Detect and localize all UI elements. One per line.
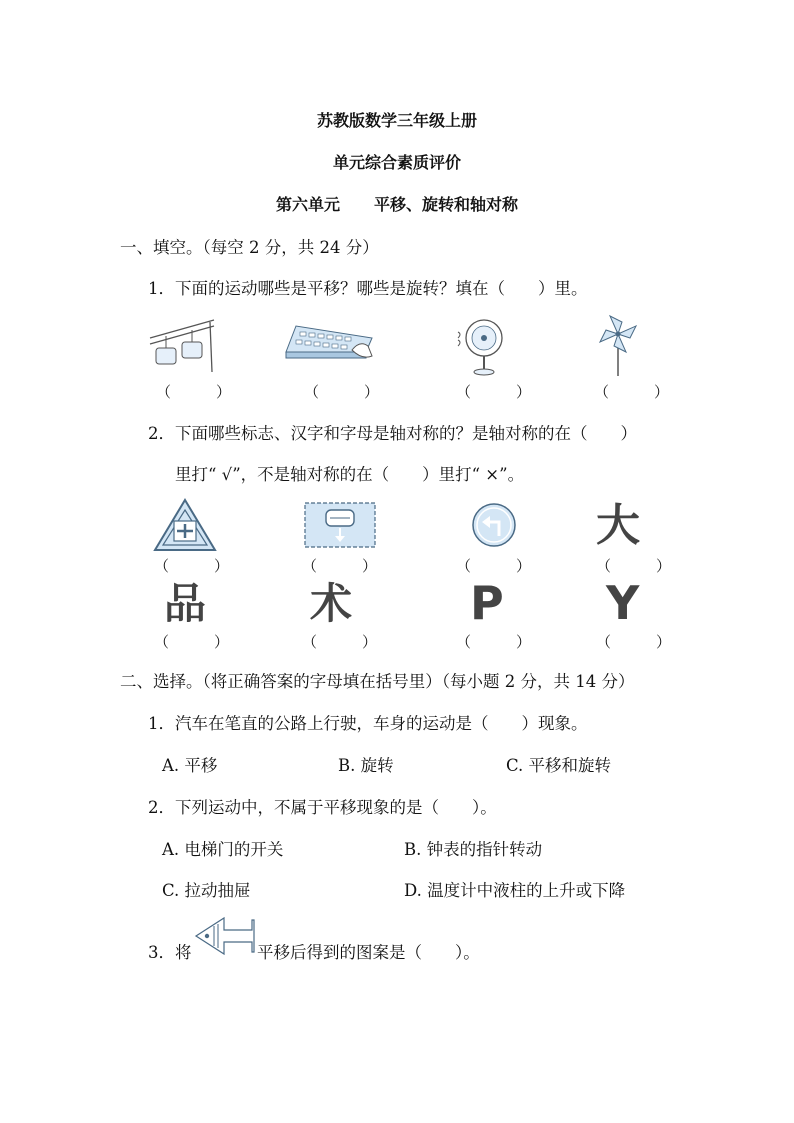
letter-y: Y <box>606 576 640 630</box>
turn-left-sign-icon <box>471 502 517 548</box>
page-title: 苏教版数学三年级上册 <box>316 111 477 130</box>
section2-heading: 二、选择。（将正确答案的字母填在括号里）（每小题 2 分，共 14 分） <box>120 672 635 691</box>
pinwheel-icon <box>596 312 640 378</box>
answer-blank[interactable]: （ ） <box>596 633 672 651</box>
page-subtitle: 单元综合素质评价 <box>332 153 461 172</box>
answer-blank[interactable]: （ ） <box>302 633 378 651</box>
answer-blank[interactable]: （ ） <box>456 383 532 401</box>
unit-topic: 平移、旋转和轴对称 <box>374 195 519 214</box>
option-d[interactable]: D. 温度计中液柱的上升或下降 <box>404 881 626 900</box>
letter-p: P <box>470 576 504 630</box>
character-pin: 品 <box>164 579 207 628</box>
option-b[interactable]: B. 钟表的指针转动 <box>404 840 543 859</box>
answer-blank[interactable]: （ ） <box>456 633 532 651</box>
answer-blank[interactable]: （ ） <box>156 383 232 401</box>
option-c[interactable]: C. 拉动抽屉 <box>162 881 251 900</box>
section1-heading: 一、填空。（每空 2 分，共 24 分） <box>120 238 379 257</box>
unit-label: 第六单元 <box>275 195 340 214</box>
electric-fan-icon <box>452 314 512 378</box>
character-shu: 术 <box>310 579 353 628</box>
question-1-1: 1．下面的运动哪些是平移？哪些是旋转？填在（ ）里。 <box>148 279 588 298</box>
answer-blank[interactable]: （ ） <box>594 383 670 401</box>
answer-blank[interactable]: （ ） <box>302 557 378 575</box>
answer-blank[interactable]: （ ） <box>304 383 380 401</box>
question-2-2: 2．下列运动中，不属于平移现象的是（ ）。 <box>148 798 497 817</box>
answer-blank[interactable]: （ ） <box>154 633 230 651</box>
question-1-2-line1: 2．下面哪些标志、汉字和字母是轴对称的？是轴对称的在（ ） <box>148 424 637 443</box>
unit-heading <box>0 192 794 215</box>
computer-keyboard-icon <box>282 320 374 366</box>
question-2-3-prefix: 3．将 <box>148 943 192 962</box>
warning-triangle-icon <box>153 498 217 552</box>
answer-blank[interactable]: （ ） <box>154 557 230 575</box>
question-2-1: 1．汽车在笔直的公路上行驶，车身的运动是（ ）现象。 <box>148 714 588 733</box>
option-c[interactable]: C. 平移和旋转 <box>506 756 612 775</box>
question-1-2-line2: 里打“ √”，不是轴对称的在（ ）里打“ ×”。 <box>175 465 525 484</box>
character-da: 大 <box>596 500 640 551</box>
question-2-3-suffix: 平移后得到的图案是（ ）。 <box>257 943 480 962</box>
answer-blank[interactable]: （ ） <box>596 557 672 575</box>
cable-car-icon <box>148 316 218 374</box>
car-sign-icon <box>304 502 376 548</box>
option-a[interactable]: A. 平移 <box>162 756 218 775</box>
option-a[interactable]: A. 电梯门的开关 <box>162 840 284 859</box>
answer-blank[interactable]: （ ） <box>456 557 532 575</box>
option-b[interactable]: B. 旋转 <box>338 756 394 775</box>
fish-arrow-shape-icon <box>194 916 256 956</box>
